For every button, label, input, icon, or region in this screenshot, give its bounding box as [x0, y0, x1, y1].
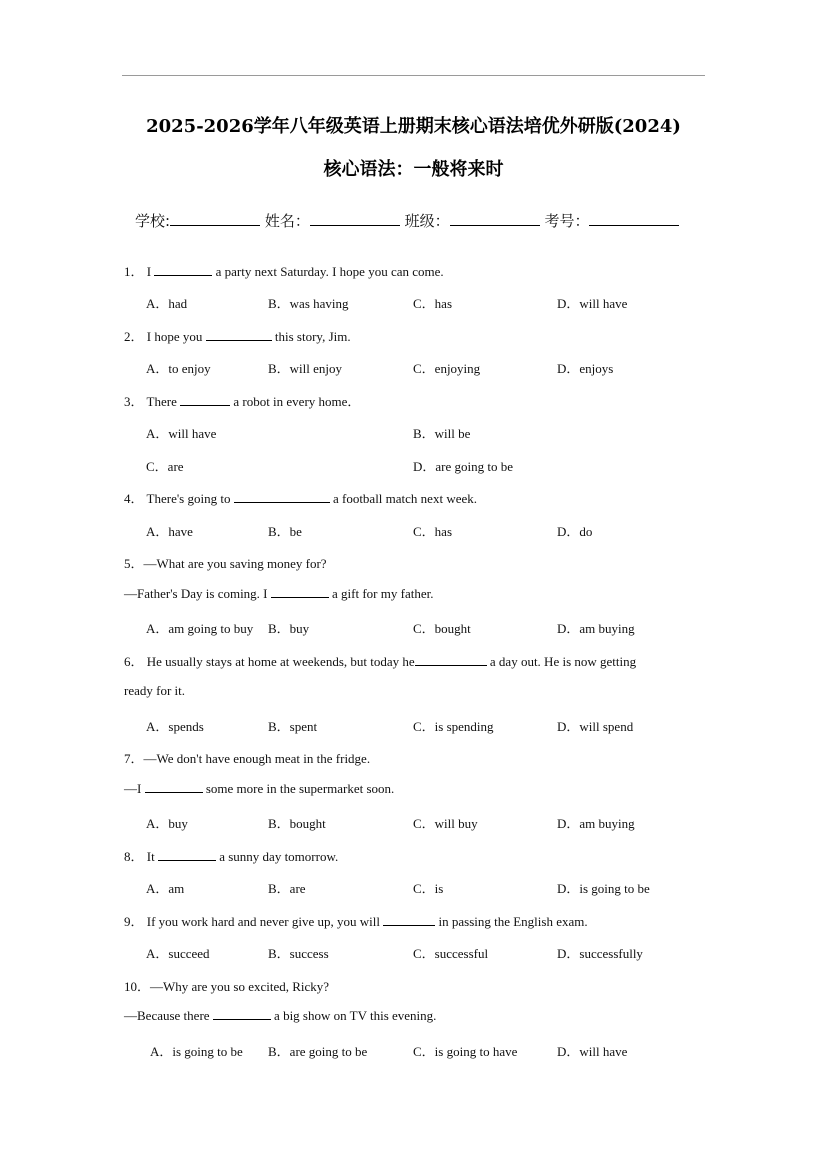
question-text-post: this story, Jim.	[274, 329, 351, 344]
question-number: 8．	[124, 849, 144, 864]
question-text-pre: —Father's Day is coming. I	[124, 586, 268, 601]
option-d[interactable]: D．is going to be	[557, 881, 650, 896]
number-label: 考号：	[544, 212, 590, 230]
answer-blank[interactable]	[206, 329, 272, 341]
option-b[interactable]: B．will enjoy	[268, 361, 343, 376]
question-number: 5．	[124, 556, 144, 571]
question-text-post: a football match next week.	[332, 491, 477, 506]
question-1	[124, 261, 444, 280]
question-7	[124, 748, 370, 767]
option-b[interactable]: B．will be	[413, 426, 471, 441]
question-text-line1: —What are you saving money for?	[143, 556, 327, 571]
option-c[interactable]: C．has	[413, 296, 453, 311]
answer-blank[interactable]	[213, 1008, 271, 1020]
question-number: 3．	[124, 394, 144, 409]
answer-blank[interactable]	[145, 781, 203, 793]
question-number: 7．	[124, 751, 144, 766]
option-b[interactable]: B．be	[268, 524, 302, 539]
option-b[interactable]: B．buy	[268, 621, 310, 636]
option-b[interactable]: B．bought	[268, 816, 326, 831]
answer-blank[interactable]	[271, 586, 329, 598]
option-d[interactable]: D．are going to be	[413, 459, 514, 474]
option-d[interactable]: D．am buying	[557, 816, 635, 831]
question-3	[124, 391, 360, 410]
class-label: 班级：	[404, 212, 450, 230]
option-a[interactable]: A．am going to buy	[146, 621, 254, 636]
option-a[interactable]: A．have	[146, 524, 193, 539]
question-text-pre: If you work hard and never give up, you will	[146, 914, 380, 929]
question-text-post: a big show on TV this evening.	[274, 1008, 437, 1023]
option-a[interactable]: A．spends	[146, 719, 204, 734]
option-a[interactable]: A．is going to be	[150, 1044, 243, 1059]
question-text-pre: —Because there	[124, 1008, 210, 1023]
question-6	[124, 651, 636, 670]
school-label: 学校:	[135, 212, 171, 230]
question-text-pre: It	[146, 849, 155, 864]
question-text-pre: I	[146, 264, 152, 279]
question-7-line2	[124, 781, 394, 797]
option-d[interactable]: D．will have	[557, 1044, 628, 1059]
option-d[interactable]: D．will spend	[557, 719, 634, 734]
option-c[interactable]: C．are	[146, 459, 184, 474]
question-8	[124, 846, 338, 865]
question-10-line2	[124, 1008, 436, 1024]
answer-blank[interactable]	[158, 849, 216, 861]
question-10	[124, 976, 329, 995]
question-text-pre: —I	[124, 781, 142, 796]
option-c[interactable]: C．enjoying	[413, 361, 481, 376]
option-d[interactable]: D．do	[557, 524, 593, 539]
question-5-line2	[124, 586, 433, 602]
question-2	[124, 326, 351, 345]
question-number: 6．	[124, 654, 144, 669]
question-text-post: in passing the English exam.	[438, 914, 588, 929]
question-6-line2: ready for it.	[124, 683, 186, 698]
question-text-pre: There	[146, 394, 177, 409]
option-d[interactable]: D．successfully	[557, 946, 643, 961]
question-number: 2．	[124, 329, 144, 344]
answer-blank[interactable]	[383, 914, 435, 926]
name-label: 姓名：	[264, 212, 310, 230]
page-subtitle: 核心语法：一般将来时	[323, 159, 504, 180]
option-c[interactable]: C．bought	[413, 621, 471, 636]
answer-blank[interactable]	[234, 491, 330, 503]
question-text-pre: There's going to	[146, 491, 231, 506]
option-c[interactable]: C．will buy	[413, 816, 478, 831]
option-c[interactable]: C．is	[413, 881, 444, 896]
question-text-post: some more in the supermarket soon.	[205, 781, 395, 796]
question-text-post: a party next Saturday. I hope you can come.	[215, 264, 444, 279]
option-a[interactable]: A．will have	[146, 426, 217, 441]
answer-blank[interactable]	[180, 394, 230, 406]
option-c[interactable]: C．is going to have	[413, 1044, 518, 1059]
answer-blank[interactable]	[415, 654, 487, 666]
question-number: 1．	[124, 264, 144, 279]
option-b[interactable]: B．spent	[268, 719, 318, 734]
option-d[interactable]: D．am buying	[557, 621, 635, 636]
question-9	[124, 911, 588, 930]
option-b[interactable]: B．success	[268, 946, 329, 961]
question-text-post: a gift for my father.	[332, 586, 434, 601]
option-d[interactable]: D．will have	[557, 296, 628, 311]
question-4	[124, 488, 477, 507]
question-5	[124, 553, 327, 572]
option-c[interactable]: C．is spending	[413, 719, 494, 734]
option-b[interactable]: B．are	[268, 881, 306, 896]
option-d[interactable]: D．enjoys	[557, 361, 614, 376]
question-text-line1: —Why are you so excited, Ricky?	[150, 979, 330, 994]
option-a[interactable]: A．am	[146, 881, 185, 896]
answer-blank[interactable]	[154, 264, 212, 276]
question-text-pre: I hope you	[146, 329, 203, 344]
question-text-pre: He usually stays at home at weekends, but today he	[146, 654, 415, 669]
question-text-post: a sunny day tomorrow.	[219, 849, 339, 864]
question-number: 4．	[124, 491, 144, 506]
question-text-post: a day out. He is now getting	[489, 654, 637, 669]
question-text-post: a robot in every home．	[233, 394, 361, 409]
option-a[interactable]: A．to enjoy	[146, 361, 211, 376]
option-a[interactable]: A．succeed	[146, 946, 210, 961]
option-b[interactable]: B．was having	[268, 296, 349, 311]
option-a[interactable]: A．buy	[146, 816, 188, 831]
class-blank[interactable]	[450, 211, 540, 226]
question-number: 10．	[124, 979, 151, 994]
student-info-row	[135, 210, 679, 231]
name-blank[interactable]	[310, 211, 400, 226]
page-title: 2025-2026学年八年级英语上册期末核心语法培优外研版(2024)	[146, 116, 681, 137]
option-c[interactable]: C．successful	[413, 946, 489, 961]
option-c[interactable]: C．has	[413, 524, 453, 539]
number-blank[interactable]	[589, 211, 679, 226]
question-number: 9．	[124, 914, 144, 929]
header-rule	[122, 75, 705, 76]
option-a[interactable]: A．had	[146, 296, 188, 311]
question-text-line1: —We don't have enough meat in the fridge.	[143, 751, 371, 766]
school-blank[interactable]	[170, 211, 260, 226]
option-b[interactable]: B．are going to be	[268, 1044, 368, 1059]
